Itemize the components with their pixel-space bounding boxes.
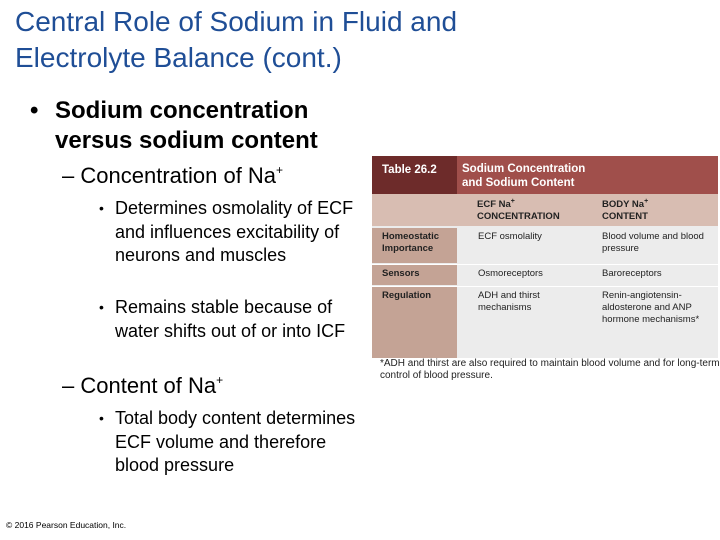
row-regulation-content: Renin-angiotensin-aldosterone and ANP hormone mechanisms* xyxy=(602,290,700,325)
content-heading xyxy=(62,372,223,400)
concentration-heading xyxy=(62,162,283,190)
row-label-homeostatic: Homeostatic Importance xyxy=(372,228,457,263)
row-sensors-content: Baroreceptors xyxy=(602,268,662,279)
row-homeostatic-concentration: ECF osmolality xyxy=(478,231,542,242)
concentration-point-1 xyxy=(99,197,374,268)
col2-line-2: CONTENT xyxy=(602,211,648,222)
row-label-sensors: Sensors xyxy=(372,265,457,285)
content-heading-text: Content of Na xyxy=(80,373,217,398)
column-header-blank xyxy=(372,194,457,226)
bullet-glyph: • xyxy=(30,97,39,124)
table-caption: Table 26.2 xyxy=(372,156,457,194)
title-line-1: Central Role of Sodium in Fluid and xyxy=(15,6,458,37)
row-regulation-concentration: ADH and thirst mechanisms xyxy=(478,290,540,313)
col2-line-1: BODY Na xyxy=(602,199,645,210)
bullet-glyph: • xyxy=(99,410,104,426)
content-point-1-text: Total body content determines ECF volume and therefore blood pressure xyxy=(115,408,356,475)
concentration-point-2 xyxy=(99,296,374,343)
table-title xyxy=(457,156,718,194)
content-superscript: + xyxy=(216,373,224,387)
sodium-table xyxy=(372,156,718,358)
column-header-concentration xyxy=(457,194,592,226)
row-homeostatic-content: Blood volume and blood pressure xyxy=(602,231,704,254)
dash-glyph: – xyxy=(62,163,75,188)
content-point-1 xyxy=(99,407,364,478)
main-bullet-text: Sodium concentration versus sodium content xyxy=(55,97,318,154)
row-sensors-concentration: Osmoreceptors xyxy=(478,268,543,279)
table-title-line-2: and Sodium Content xyxy=(462,177,575,189)
col1-line-1: ECF Na xyxy=(477,199,511,210)
col2-superscript: + xyxy=(644,198,649,205)
bullet-glyph: • xyxy=(99,200,104,216)
concentration-point-2-text: Remains stable because of water shifts out of or into ICF xyxy=(115,297,346,341)
column-header-content xyxy=(592,194,718,226)
concentration-heading-text: Concentration of Na xyxy=(80,163,277,188)
title-line-2: Electrolyte Balance (cont.) xyxy=(15,42,342,73)
table-footnote: *ADH and thirst are also required to maintain blood volume and for long-term control of blood pressure. xyxy=(380,358,720,381)
col1-superscript: + xyxy=(510,198,515,205)
bullet-glyph: • xyxy=(99,299,104,315)
row-label-regulation: Regulation xyxy=(372,287,457,358)
slide-title xyxy=(15,4,705,76)
main-bullet xyxy=(30,96,370,156)
concentration-superscript: + xyxy=(276,163,284,177)
copyright: © 2016 Pearson Education, Inc. xyxy=(6,520,127,530)
col1-line-2: CONCENTRATION xyxy=(477,211,560,222)
dash-glyph: – xyxy=(62,373,75,398)
table-title-line-1: Sodium Concentration xyxy=(462,163,586,175)
concentration-point-1-text: Determines osmolality of ECF and influences excitability of neurons and muscles xyxy=(115,198,354,265)
